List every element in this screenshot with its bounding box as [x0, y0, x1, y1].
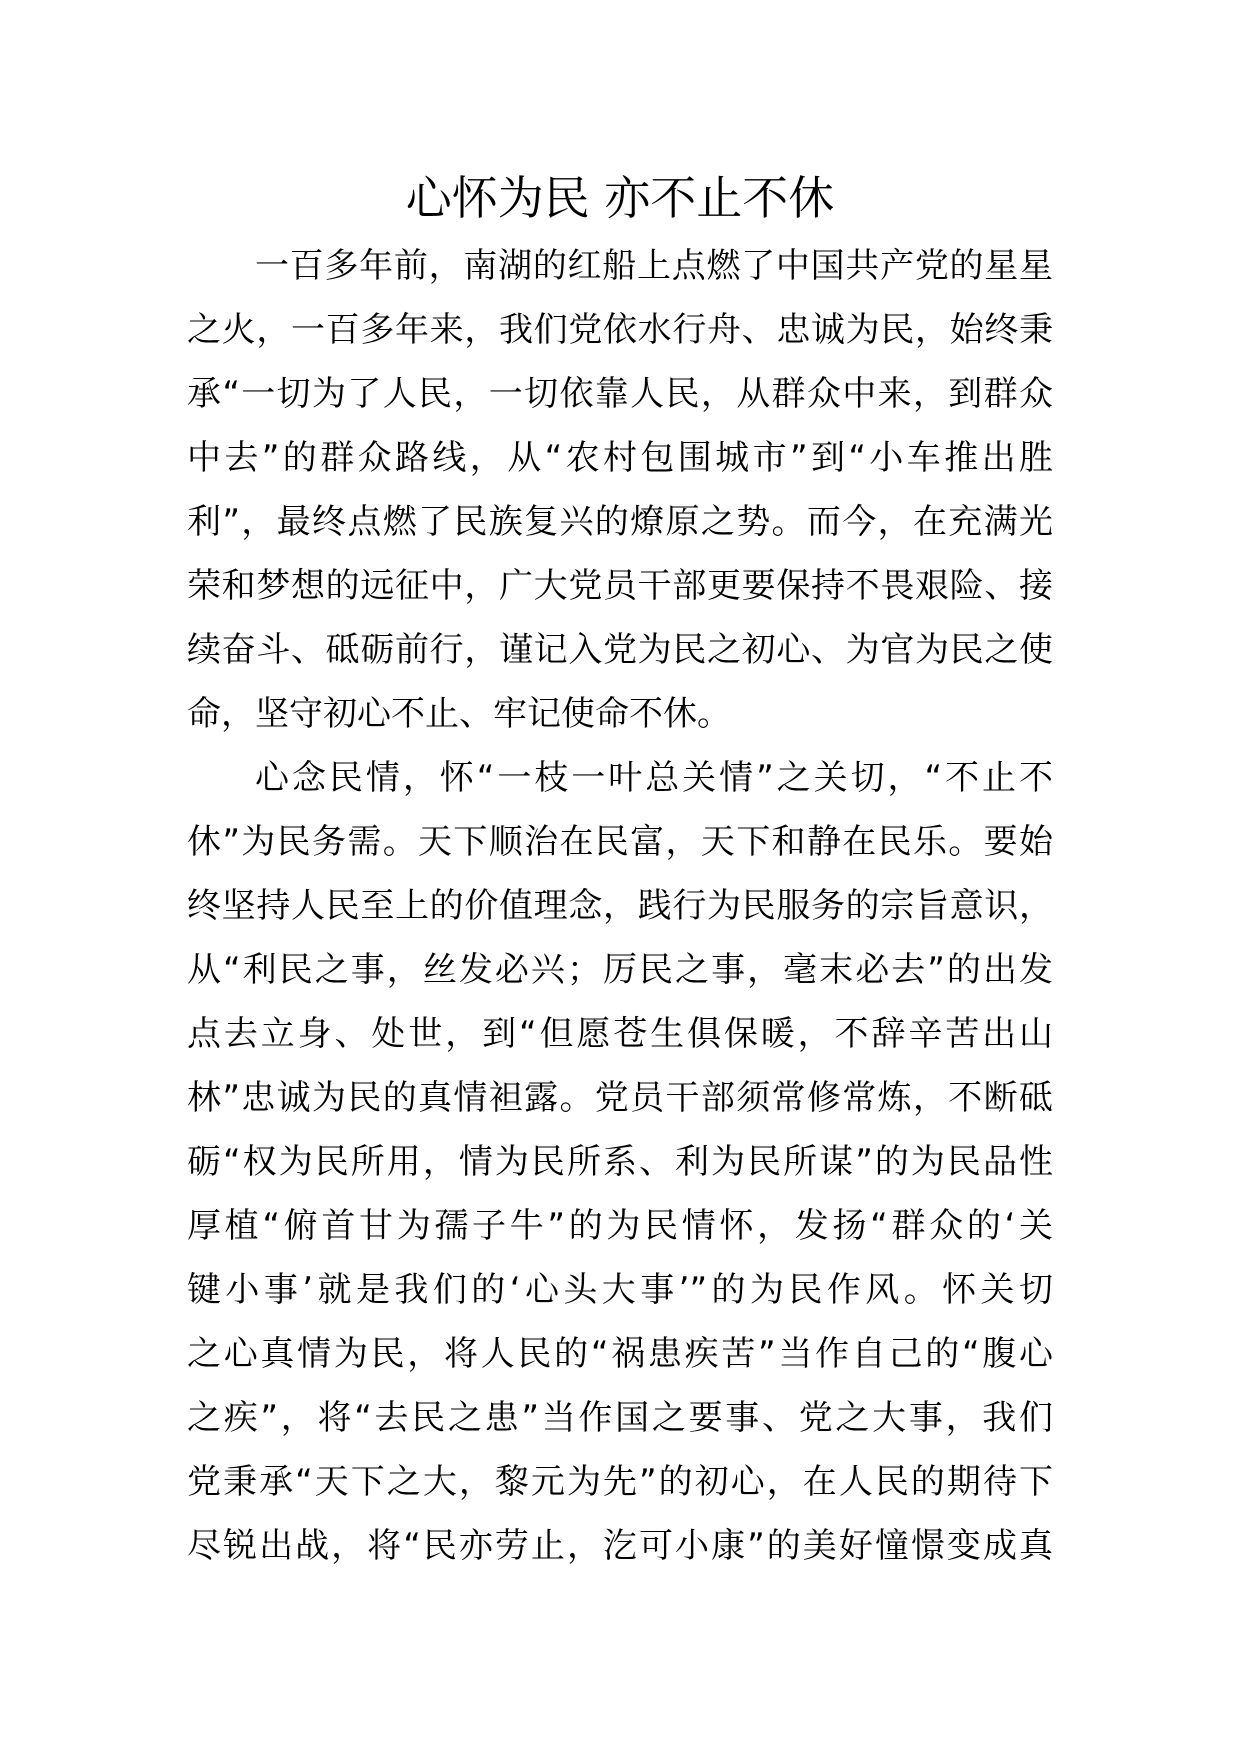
paragraph-2-line: 终坚持人民至上的价值理念，践行为民服务的宗旨意识， [187, 886, 1053, 926]
paragraph-2-line: 厚植“俯首甘为孺子牛”的为民情怀，发扬“群众的‘关 [187, 1206, 1053, 1246]
paragraph-1-line: 中去”的群众路线，从“农村包围城市”到“小车推出胜 [187, 438, 1053, 478]
paragraph-1-line: 荣和梦想的远征中，广大党员干部更要保持不畏艰险、接 [187, 566, 1053, 606]
paragraph-2-line: 砺“权为民所用，情为民所系、利为民所谋”的为民品性 [187, 1142, 1053, 1182]
document-title: 心怀为民 亦不止不休 [405, 171, 835, 225]
paragraph-2-line: 尽锐出战，将“民亦劳止，汔可小康”的美好憧憬变成真 [187, 1526, 1053, 1566]
paragraph-2-line: 休”为民务需。天下顺治在民富，天下和静在民乐。要始 [187, 822, 1053, 862]
paragraph-2-line: 之心真情为民，将人民的“祸患疾苦”当作自己的“腹心 [187, 1334, 1053, 1374]
paragraph-1-line: 承“一切为了人民，一切依靠人民，从群众中来，到群众 [187, 374, 1053, 414]
paragraph-2-line: 从“利民之事，丝发必兴；厉民之事，毫末必去”的出发 [187, 950, 1053, 990]
paragraph-2-line: 之疾”，将“去民之患”当作国之要事、党之大事，我们 [187, 1398, 1053, 1438]
paragraph-2-line: 键小事’就是我们的‘心头大事’”的为民作风。怀关切 [187, 1270, 1053, 1310]
paragraph-2-line: 林”忠诚为民的真情袒露。党员干部须常修常炼，不断砥 [187, 1078, 1053, 1118]
paragraph-1-line: 之火，一百多年来，我们党依水行舟、忠诚为民，始终秉 [187, 310, 1053, 350]
paragraph-1-line: 命，坚守初心不止、牢记使命不休。 [187, 694, 731, 734]
paragraph-1-line: 利”，最终点燃了民族复兴的燎原之势。而今，在充满光 [187, 502, 1053, 542]
paragraph-1-line: 续奋斗、砥砺前行，谨记入党为民之初心、为官为民之使 [187, 630, 1053, 670]
paragraph-1-line: 一百多年前，南湖的红船上点燃了中国共产党的星星 [255, 246, 1053, 286]
paragraph-2-line: 点去立身、处世，到“但愿苍生俱保暖，不辞辛苦出山 [187, 1014, 1053, 1054]
paragraph-2-line: 党秉承“天下之大，黎元为先”的初心，在人民的期待下 [187, 1462, 1053, 1502]
document-body [187, 234, 1053, 1578]
paragraph-2-line: 心念民情，怀“一枝一叶总关情”之关切，“不止不 [255, 758, 1053, 798]
